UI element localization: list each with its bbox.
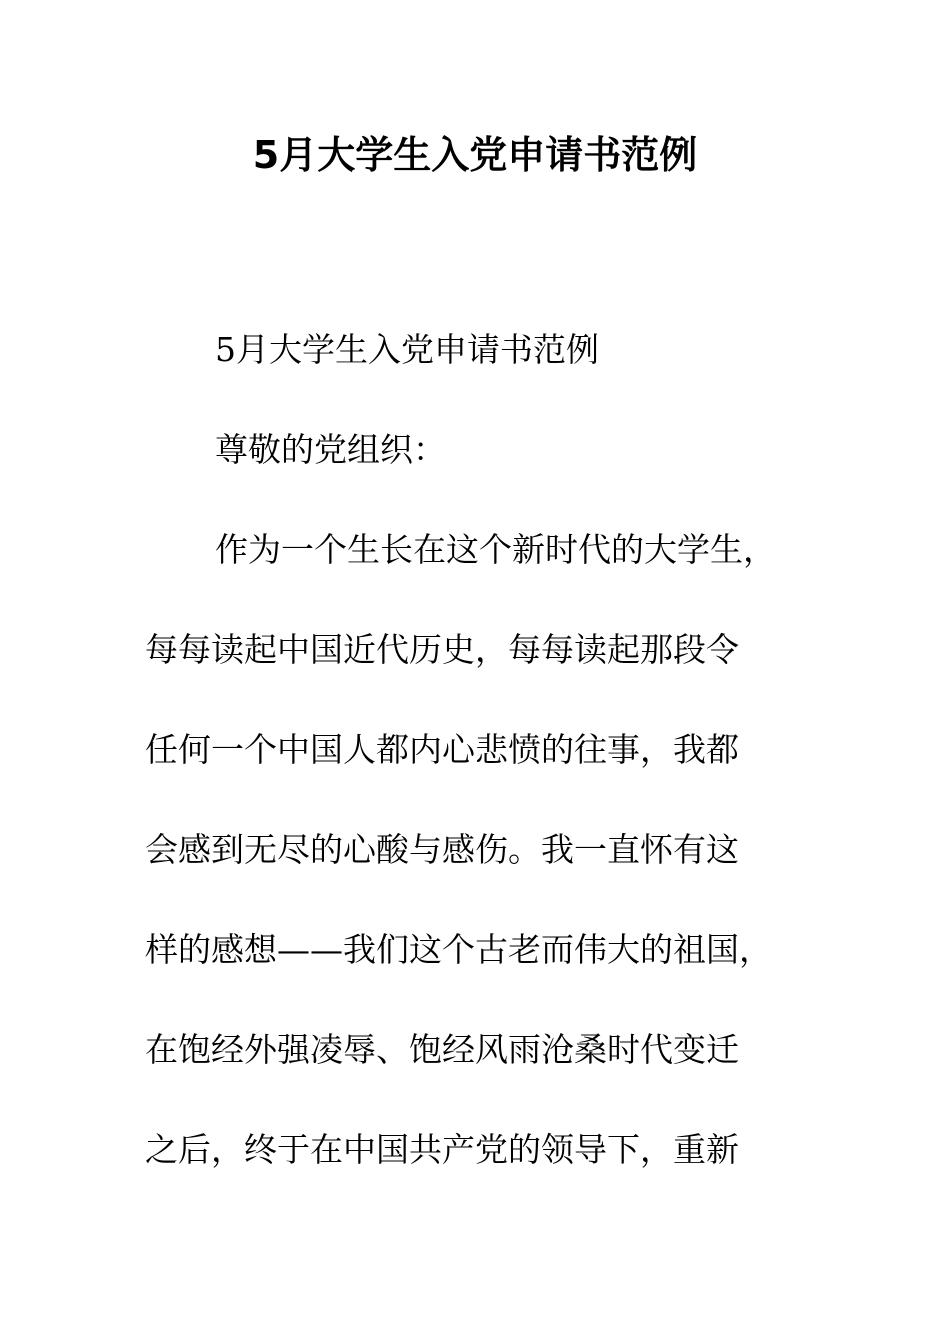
document-title: 5月大学生入党申请书范例 [252,133,698,177]
paragraph-subtitle: 5月大学生入党申请书范例 [215,330,599,369]
body-line: 会感到无尽的心酸与感伤。我一直怀有这 [145,830,739,869]
body-line: 样的感想——我们这个古老而伟大的祖国， [145,930,772,969]
body-line: 作为一个生长在这个新时代的大学生， [215,530,776,569]
body-line: 之后，终于在中国共产党的领导下，重新 [145,1130,739,1169]
body-line: 在饱经外强凌辱、饱经风雨沧桑时代变迁 [145,1030,739,1069]
body-line: 任何一个中国人都内心悲愤的往事，我都 [145,730,739,769]
document-body [145,300,805,1200]
paragraph-salutation: 尊敬的党组织： [215,430,446,469]
body-line: 每每读起中国近代历史，每每读起那段令 [145,630,739,669]
